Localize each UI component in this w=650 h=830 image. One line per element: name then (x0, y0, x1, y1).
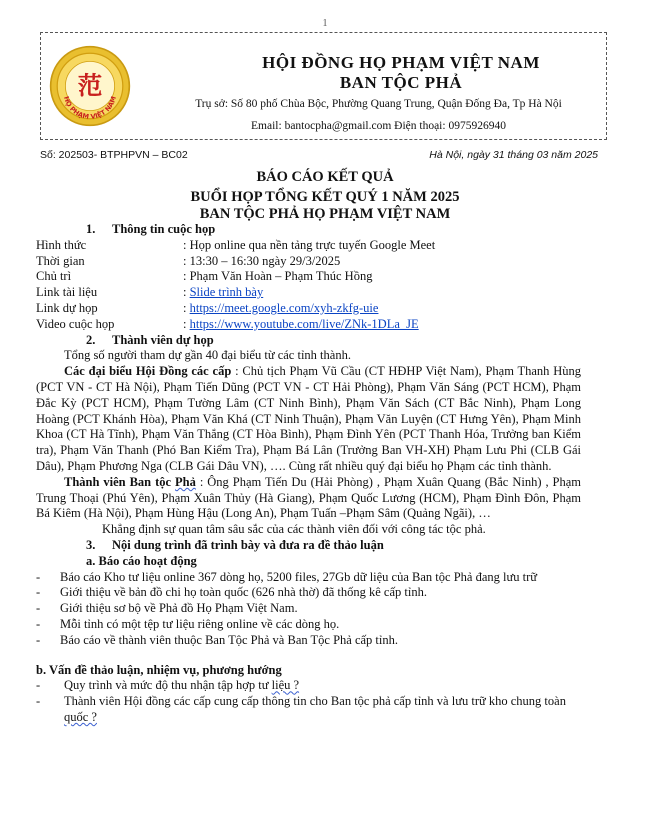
board-members: Thành viên Ban tộc Phả : Ông Phạm Tiến Du (Hải Phòng) , Phạm Xuân Quang (Bắc Ninh) , Phạm Trung Thoại (Phú Yên), Phạm Xuân Thủy (Hà Giang), Phạm Quốc Lương (HCM), Phạm Đình Đôn, Phạm Bá Kiêm (Hà Nội), Phạm Hùng Hậu (Long An), Phạm Tuấn –Phạm Sâm (Quảng Ngãi), … (36, 474, 582, 521)
info-row-meet-link: Link dự họp : https://meet.google.com/xyh-zkfg-uie (36, 300, 379, 315)
youtube-link[interactable]: https://www.youtube.com/live/ZNk-1DLa_JE (189, 316, 419, 331)
council-delegates: Các đại biểu Hội Đồng các cấp : Chủ tịch Phạm Vũ Cầu (CT HĐHP Việt Nam), Phạm Thanh Hùng (PCT VN - CT Hà Nội), Phạm Tiến Dũng (PCT VN - CT Hải Phòng), Phạm Văn Sáng (PCT HCM), Phạm Đắc Kỳ (PCT HCM), Phạm Tường Lâm (CT Ninh Bình), Phạm Văn Sách (CT Bắc Ninh), Phạm Long Hoàng (PCT Khánh Hòa), Phạm Văn Khá (CT Ninh Thuận), Phạm Văn Luyện (CT Hưng Yên), Phạm Minh Khoa (CT Hà Tĩnh), Phạm Văn Thắng (CT Hòa Bình), Phạm Đình Yên (PCT Thanh Hóa, Trưởng ban Kiểm tra), Phạm Văn Thanh (Phó Ban Kiểm Tra), Phạm Bá Lân (Trưởng Ban VH-XH) Phạm Lưu Phi (CLB Gái Dâu), Phạm Phương Nga (CLB Gái Dâu VN), …. Cùng rất nhiều quý đại biểu họ Phạm các tỉnh thành. (36, 364, 582, 473)
info-row: Chủ trì : Phạm Văn Hoàn – Phạm Thúc Hồng (36, 269, 373, 284)
ho-pham-logo (49, 45, 131, 127)
info-row-doc-link: Link tài liệu : Slide trình bày (36, 285, 264, 300)
org-name: HỘI ĐỒNG HỌ PHẠM VIỆT NAM (262, 53, 540, 72)
place-date: Hà Nội, ngày 31 tháng 03 năm 2025 (429, 149, 598, 161)
report-org: BAN TỘC PHẢ HỌ PHẠM VIỆT NAM (199, 206, 451, 222)
report-title: BÁO CÁO KẾT QUẢ (256, 169, 394, 185)
subsection-b-heading: b. Vấn đề thảo luận, nhiệm vụ, phương hướng (36, 662, 282, 677)
contact-line: Email: bantocpha@gmail.com Điện thoại: 0975926940 (251, 120, 506, 132)
letterhead (40, 32, 607, 140)
svg-text:范: 范 (77, 71, 103, 101)
list-item: - Báo cáo về thành viên thuộc Ban Tộc Phả và Ban Tộc Phả cấp tỉnh. (36, 632, 398, 647)
dept-name: BAN TỘC PHẢ (339, 73, 463, 92)
report-subtitle: BUỔI HỌP TỔNG KẾT QUÝ 1 NĂM 2025 (190, 189, 460, 205)
list-item: - Thành viên Hội đồng các cấp cung cấp thông tin cho Ban tộc phả cấp tỉnh và lưu trữ kho chung toàn quốc ? (36, 694, 566, 724)
subsection-a-heading: a. Báo cáo hoạt động (86, 553, 197, 568)
list-item: - Giới thiệu về bản đồ chi họ toàn quốc (626 nhà thờ) đã thống kê cấp tỉnh. (36, 585, 427, 600)
section-3-heading: 3. Nội dung trình đã trình bày và đưa ra đề thảo luận (86, 537, 384, 552)
info-row: Thời gian : 13:30 – 16:30 ngày 29/3/2025 (36, 253, 341, 268)
list-item: - Quy trình và mức độ thu nhận tập hợp tư liệu ? (36, 678, 300, 693)
slide-link[interactable]: Slide trình bày (189, 285, 264, 300)
svg-text:HỌ PHẠM VIỆT NAM: HỌ PHẠM VIỆT NAM (62, 95, 118, 121)
page-number: 1 (322, 18, 328, 29)
meet-link[interactable]: https://meet.google.com/xyh-zkfg-uie (189, 300, 379, 315)
section-2-heading: 2. Thành viên dự họp (86, 332, 214, 347)
address: Trụ sở: Số 80 phố Chùa Bộc, Phường Quang Trung, Quận Đống Đa, Tp Hà Nội (195, 98, 562, 110)
list-item: - Báo cáo Kho tư liệu online 367 dòng họ, 5200 files, 27Gb dữ liệu của Ban tộc Phả đang lưu trữ (36, 569, 538, 584)
report-body (36, 222, 581, 726)
attendance-total: Tổng số người tham dự gần 40 đại biểu từ các tỉnh thành. (64, 348, 351, 363)
list-item: - Mỗi tỉnh có một tệp tư liệu riêng online về các dòng họ. (36, 616, 340, 631)
section-1-heading: 1. Thông tin cuộc họp (86, 222, 216, 236)
doc-number: Số: 202503- BTPHPVN – BC02 (40, 149, 188, 161)
list-item: - Giới thiệu sơ bộ về Phả đồ Họ Phạm Việt Nam. (36, 601, 298, 616)
info-row: Hình thức : Họp online qua nền tảng trực tuyến Google Meet (36, 237, 436, 252)
info-row-video-link: Video cuộc họp : https://www.youtube.com/live/ZNk-1DLa_JE (36, 316, 419, 331)
affirmation: Khẳng định sự quan tâm sâu sắc của các thành viên đối với công tác tộc phả. (102, 522, 486, 537)
